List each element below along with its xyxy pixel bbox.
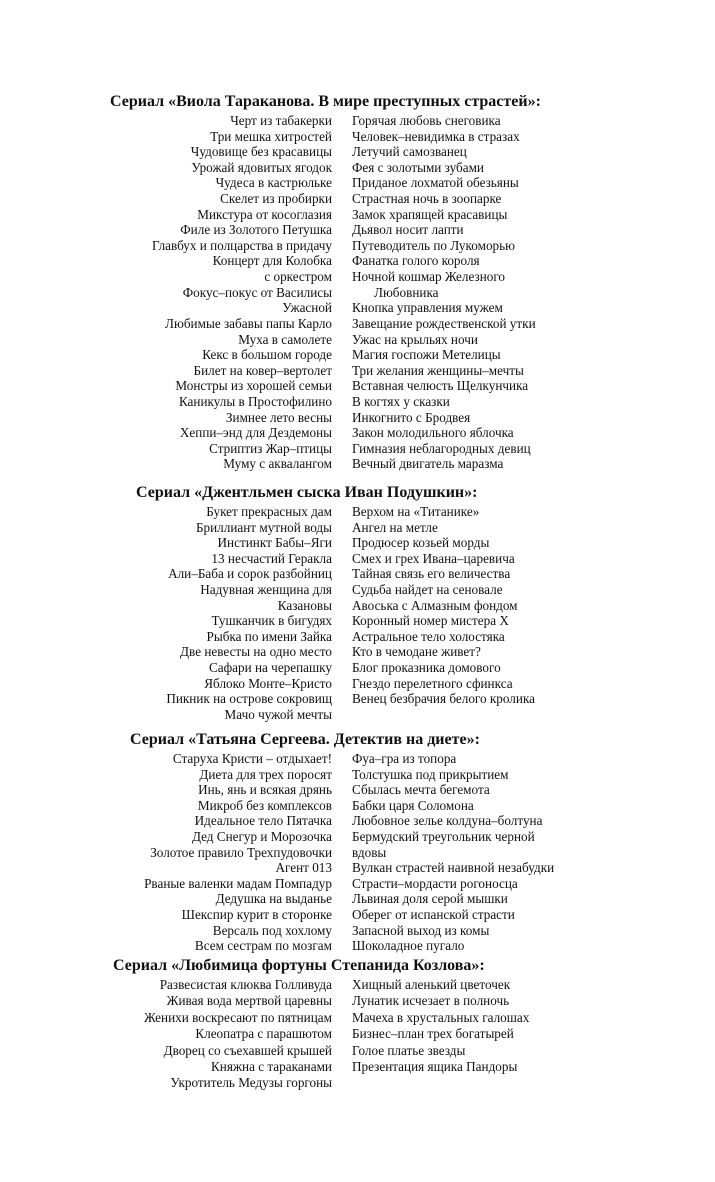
book-title: Авоська с Алмазным фондом bbox=[352, 597, 518, 613]
book-title: Зимнее лето весны bbox=[225, 409, 332, 425]
book-title: Урожай ядовитых ягодок bbox=[191, 159, 332, 175]
book-title: Ночной кошмар Железного bbox=[352, 269, 506, 285]
book-title: Пикник на острове сокровищ bbox=[166, 691, 332, 707]
book-title: Каникулы в Простофилино bbox=[178, 393, 332, 409]
book-title: вдовы bbox=[352, 844, 387, 860]
book-title: Путеводитель по Лукоморью bbox=[352, 237, 515, 253]
book-title: Монстры из хорошей семьи bbox=[175, 378, 332, 394]
book-title: Агент 013 bbox=[275, 860, 332, 876]
book-title: Версаль под хохлому bbox=[212, 922, 332, 938]
book-title: Стриптиз Жар–птицы bbox=[209, 440, 332, 456]
book-title: Диета для трех поросят bbox=[199, 766, 332, 782]
series-title: Сериал «Любимица фортуны Степанида Козлова»: bbox=[113, 957, 485, 974]
book-title: Дворец со съехавшей крышей bbox=[163, 1042, 332, 1058]
book-title: Судьба найдет на сеновале bbox=[352, 582, 503, 598]
book-title: Инстинкт Бабы–Яги bbox=[217, 535, 332, 551]
book-title: Шоколадное пугало bbox=[352, 938, 465, 954]
book-title: Надувная женщина для bbox=[200, 582, 332, 598]
book-title: Золотое правило Трехпудовочки bbox=[150, 844, 332, 860]
book-title: Гнездо перелетного сфинкса bbox=[352, 675, 513, 691]
book-title: Шекспир курит в сторонке bbox=[181, 907, 332, 923]
book-title: Фуа–гра из топора bbox=[352, 751, 457, 766]
book-title: Клеопатра с парашютом bbox=[195, 1026, 332, 1042]
book-title: Венец безбрачия белого кролика bbox=[352, 691, 536, 707]
book-title: Ужасной bbox=[282, 300, 332, 316]
book-title: Хеппи–энд для Дездемоны bbox=[179, 425, 332, 441]
book-title: Оберег от испанской страсти bbox=[352, 907, 515, 923]
book-title: Чудеса в кастрюльке bbox=[215, 175, 332, 191]
book-title: Развесистая клюква Голливуда bbox=[159, 977, 332, 992]
book-title: Идеальное тело Пятачка bbox=[194, 813, 332, 829]
book-title: Тайная связь его величества bbox=[352, 566, 511, 582]
book-title: Продюсер козьей морды bbox=[352, 535, 490, 551]
book-title: Блог проказника домового bbox=[352, 660, 501, 676]
book-title: Концерт для Колобка bbox=[212, 253, 332, 269]
book-title: Три желания женщины–мечты bbox=[352, 362, 524, 378]
book-title: Яблоко Монте–Кристо bbox=[204, 675, 332, 691]
book-title: с оркестром bbox=[264, 269, 332, 285]
book-title: Любовное зелье колдуна–болтуна bbox=[352, 813, 543, 829]
title-list-right bbox=[352, 751, 554, 954]
book-title: Бизнес–план трех богатырей bbox=[352, 1026, 514, 1042]
book-title: Мачо чужой мечты bbox=[224, 706, 332, 722]
book-title: Сафари на черепашку bbox=[208, 660, 332, 676]
book-title: Презентация ящика Пандоры bbox=[352, 1058, 518, 1074]
book-title: Замок храпящей красавицы bbox=[352, 206, 508, 222]
title-list-right bbox=[352, 113, 536, 472]
book-title: Муму с аквалангом bbox=[223, 456, 332, 472]
book-title: Всем сестрам по мозгам bbox=[194, 938, 332, 954]
book-title: Главбух и полцарства в придачу bbox=[151, 237, 332, 253]
book-title: Вечный двигатель маразма bbox=[352, 456, 504, 472]
book-title: Чудовище без красавицы bbox=[190, 144, 332, 160]
book-title: Скелет из пробирки bbox=[220, 191, 332, 207]
book-title: Кто в чемодане живет? bbox=[352, 644, 481, 660]
book-title: Бермудский треугольник черной bbox=[352, 829, 535, 845]
book-title: Летучий самозванец bbox=[352, 144, 467, 160]
book-title: Человек–невидимка в стразах bbox=[352, 128, 520, 144]
book-title: Вулкан страстей наивной незабудки bbox=[352, 860, 555, 876]
book-title: Билет на ковер–вертолет bbox=[193, 362, 332, 378]
book-title: Дедушка на выданье bbox=[215, 891, 332, 907]
book-title: Микроб без комплексов bbox=[197, 797, 332, 813]
book-title: Две невесты на одно место bbox=[180, 644, 332, 660]
book-title: Филе из Золотого Петушка bbox=[180, 222, 332, 238]
book-title: Смех и грех Ивана–царевича bbox=[352, 550, 515, 566]
book-title: Лунатик исчезает в полночь bbox=[352, 993, 510, 1009]
book-title: Мачеха в хрустальных галошах bbox=[352, 1009, 530, 1025]
title-list-right bbox=[352, 504, 535, 707]
series-title: Сериал «Татьяна Сергеева. Детектив на диете»: bbox=[130, 731, 480, 748]
book-title: Али–Баба и сорок разбойниц bbox=[168, 566, 332, 582]
book-title: Черт из табакерки bbox=[230, 113, 332, 128]
book-title: Закон молодильного яблочка bbox=[352, 425, 514, 441]
book-title: Женихи воскресают по пятницам bbox=[144, 1009, 332, 1025]
book-title: Бриллиант мутной воды bbox=[195, 519, 332, 535]
title-list-left bbox=[144, 751, 332, 954]
book-title: Рваные валенки мадам Помпадур bbox=[144, 875, 332, 891]
book-title: В когтях у сказки bbox=[352, 393, 450, 409]
book-title: Толстушка под прикрытием bbox=[352, 766, 509, 782]
book-title: Хищный аленький цветочек bbox=[352, 977, 511, 992]
book-title: 13 несчастий Геракла bbox=[211, 550, 332, 566]
book-title: Астральное тело холостяка bbox=[352, 628, 505, 644]
title-list-left bbox=[144, 977, 332, 1092]
book-title: Фанатка голого короля bbox=[352, 253, 480, 269]
book-title: Завещание рождественской утки bbox=[352, 315, 536, 331]
book-title: Ангел на метле bbox=[352, 519, 438, 535]
book-title: Страстная ночь в зоопарке bbox=[352, 191, 502, 207]
book-title: Верхом на «Титанике» bbox=[352, 504, 480, 519]
book-title: Любовника bbox=[374, 284, 439, 300]
series-title: Сериал «Джентльмен сыска Иван Подушкин»: bbox=[136, 484, 478, 501]
book-title: Кекс в большом городе bbox=[202, 347, 332, 363]
book-title: Княжна с тараканами bbox=[211, 1058, 332, 1074]
book-title: Горячая любовь снеговика bbox=[352, 113, 501, 128]
book-title: Казановы bbox=[277, 597, 332, 613]
book-title: Букет прекрасных дам bbox=[206, 504, 332, 519]
book-title: Рыбка по имени Зайка bbox=[206, 628, 332, 644]
book-title: Инкогнито с Бродвея bbox=[352, 409, 471, 425]
title-list-right bbox=[352, 977, 529, 1075]
book-title: Львиная доля серой мышки bbox=[352, 891, 508, 907]
title-list-left bbox=[152, 113, 332, 472]
book-title: Дьявол носит лапти bbox=[352, 222, 464, 238]
title-list-left bbox=[166, 504, 332, 723]
book-title: Гимназия неблагородных девиц bbox=[352, 440, 531, 456]
book-title: Микстура от косоглазия bbox=[197, 206, 332, 222]
book-title: Фея с золотыми зубами bbox=[352, 159, 484, 175]
book-title: Бабки царя Соломона bbox=[352, 797, 474, 813]
book-title: Тушканчик в бигудях bbox=[211, 613, 332, 629]
book-title: Вставная челюсть Щелкунчика bbox=[352, 378, 529, 394]
book-title: Приданое лохматой обезьяны bbox=[352, 175, 519, 191]
book-title: Укротитель Медузы горгоны bbox=[170, 1075, 332, 1091]
book-title: Старуха Кристи – отдыхает! bbox=[172, 751, 332, 766]
book-title: Живая вода мертвой царевны bbox=[166, 993, 332, 1009]
book-title: Дед Снегур и Морозочка bbox=[191, 829, 332, 845]
book-title: Сбылась мечта бегемота bbox=[352, 782, 490, 798]
book-title: Кнопка управления мужем bbox=[352, 300, 503, 316]
book-title: Запасной выход из комы bbox=[352, 922, 490, 938]
book-title: Страсти–мордасти рогоносца bbox=[352, 875, 518, 891]
book-title: Фокус–покус от Василисы bbox=[182, 284, 332, 300]
book-title: Три мешка хитростей bbox=[210, 128, 332, 144]
series-title: Сериал «Виола Тараканова. В мире преступных страстей»: bbox=[110, 93, 541, 110]
book-title: Ужас на крыльях ночи bbox=[352, 331, 478, 347]
book-title: Любимые забавы папы Карло bbox=[165, 315, 332, 331]
book-title: Муха в самолете bbox=[238, 331, 332, 347]
book-title: Голое платье звезды bbox=[352, 1042, 466, 1058]
book-title: Магия госпожи Метелицы bbox=[352, 347, 501, 363]
book-title: Инь, янь и всякая дрянь bbox=[198, 782, 332, 798]
book-title: Коронный номер мистера Х bbox=[352, 613, 509, 629]
